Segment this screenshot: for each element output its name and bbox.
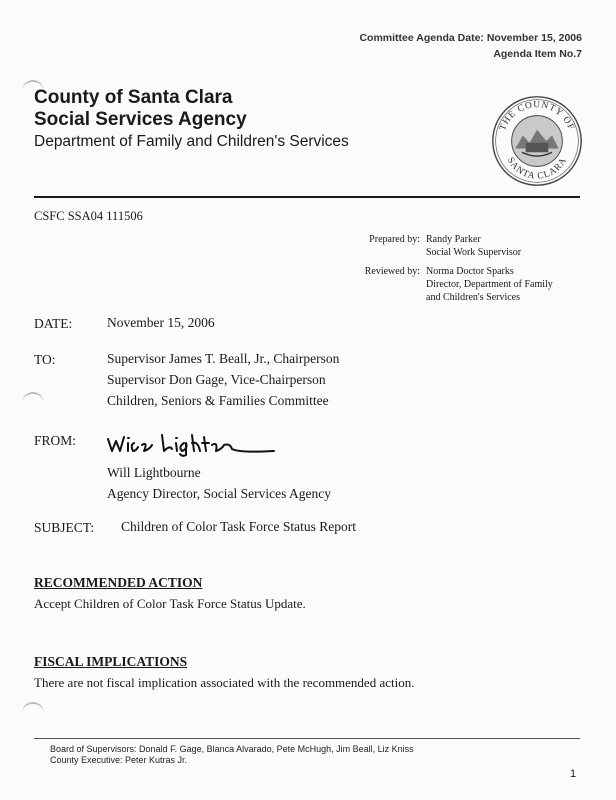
from-sender (107, 462, 331, 504)
scan-mark (22, 392, 44, 406)
recommended-action-body: Accept Children of Color Task Force Status Update. (34, 596, 306, 611)
county-seal-icon (490, 94, 584, 188)
from-label: FROM: (34, 433, 77, 448)
prepared-by-name: Randy Parker (426, 234, 481, 245)
board-of-supervisors: Board of Supervisors: Donald F. Gage, Blanca Alvarado, Pete McHugh, Jim Beall, Liz Kniss (50, 744, 414, 754)
sender-name: Will Lightbourne (107, 465, 201, 480)
agenda-item: Agenda Item No.7 (493, 48, 582, 60)
signature-icon (106, 429, 276, 457)
footer (50, 744, 414, 766)
footer-divider (34, 738, 580, 739)
date-label: DATE: (34, 316, 73, 331)
to-label: TO: (34, 352, 56, 367)
to-recipients (107, 348, 339, 411)
subject-value: Children of Color Task Force Status Report (121, 519, 357, 534)
reviewed-by-title-2: and Children's Services (426, 292, 521, 303)
reviewed-by-title-1: Director, Department of Family (426, 279, 553, 290)
date-value: November 15, 2006 (107, 315, 215, 330)
committee-header (359, 30, 582, 62)
page-number: 1 (570, 768, 577, 780)
sender-title: Agency Director, Social Services Agency (107, 486, 332, 501)
recommended-action-heading: RECOMMENDED ACTION (34, 575, 203, 590)
county-executive: County Executive: Peter Kutras Jr. (50, 755, 188, 765)
header-divider (34, 196, 580, 198)
county-name: County of Santa Clara (34, 87, 233, 108)
seal-bottom-text: SANTA CLARA (504, 155, 570, 182)
fiscal-implications-body: There are not fiscal implication associated with the recommended action. (34, 675, 415, 690)
reviewed-by-label: Reviewed by: (364, 266, 420, 277)
department-name: Department of Family and Children's Services (34, 133, 349, 150)
fiscal-implications-heading: FISCAL IMPLICATIONS (34, 654, 188, 669)
agency-name: Social Services Agency (34, 109, 247, 130)
recipient-line: Supervisor James T. Beall, Jr., Chairperson (107, 351, 340, 366)
reviewed-by-block (336, 266, 596, 308)
scan-mark (22, 702, 44, 716)
prepared-by-block (336, 234, 596, 264)
prepared-by-title: Social Work Supervisor (426, 247, 522, 258)
subject-label: SUBJECT: (34, 520, 95, 535)
recipient-line: Supervisor Don Gage, Vice-Chairperson (107, 372, 326, 387)
document-number: CSFC SSA04 111506 (34, 209, 143, 223)
agenda-date: Committee Agenda Date: November 15, 2006 (359, 32, 582, 44)
reviewed-by-name: Norma Doctor Sparks (426, 266, 514, 277)
prepared-by-label: Prepared by: (369, 234, 420, 245)
seal-top-text: THE COUNTY OF (498, 100, 576, 133)
recipient-line: Children, Seniors & Families Committee (107, 393, 329, 408)
